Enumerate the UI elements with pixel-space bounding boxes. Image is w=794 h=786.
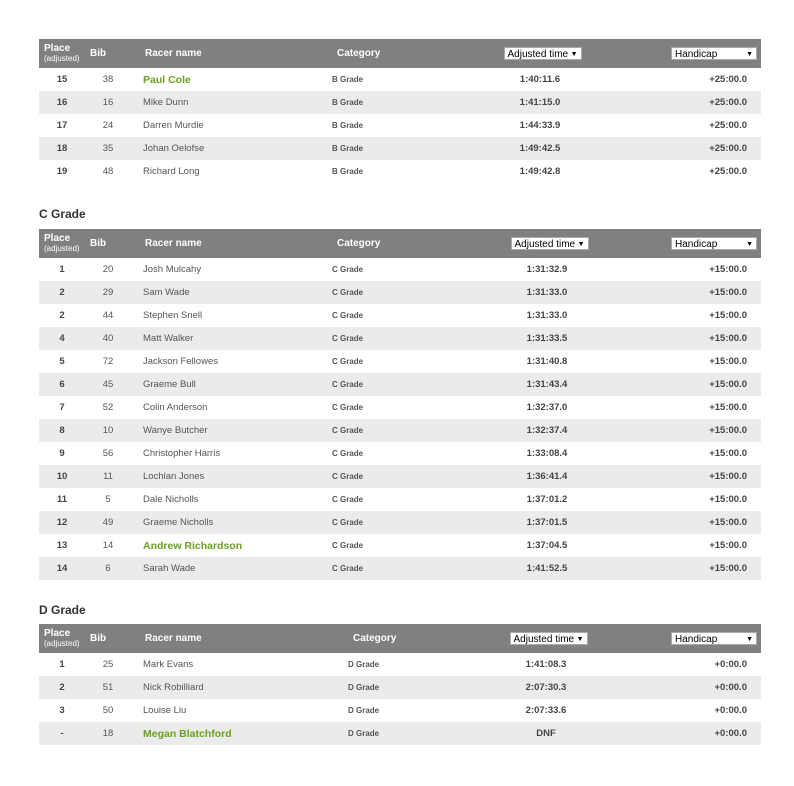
bib-cell: 5 (85, 488, 137, 511)
category-cell: C Grade (332, 281, 467, 304)
category-cell: B Grade (332, 137, 454, 160)
category-cell: B Grade (332, 160, 454, 183)
header-place[interactable] (39, 229, 85, 258)
handicap-cell: +0:00.0 (624, 653, 761, 676)
category-cell: C Grade (332, 258, 467, 281)
place-cell: 18 (39, 137, 85, 160)
racer-name-cell: Mark Evans (137, 653, 348, 676)
racer-name-cell: Darren Murdie (137, 114, 332, 137)
handicap-cell: +0:00.0 (624, 699, 761, 722)
handicap-cell: +15:00.0 (627, 511, 761, 534)
category-cell: D Grade (348, 722, 468, 745)
handicap-cell: +25:00.0 (626, 68, 761, 91)
header-category[interactable]: Category (337, 237, 381, 249)
bib-cell: 45 (85, 373, 137, 396)
handicap-cell: +25:00.0 (626, 91, 761, 114)
time-cell: 1:37:01.2 (467, 488, 627, 511)
handicap-cell: +15:00.0 (627, 442, 761, 465)
handicap-cell: +0:00.0 (624, 722, 761, 745)
table-header (39, 624, 761, 653)
table-row (39, 396, 761, 419)
place-cell: 14 (39, 557, 85, 580)
handicap-cell: +15:00.0 (627, 304, 761, 327)
time-mode-select-value: Adjusted time (507, 49, 569, 60)
time-cell: 1:31:43.4 (467, 373, 627, 396)
handicap-cell: +15:00.0 (627, 281, 761, 304)
racer-name-cell[interactable]: Paul Cole (137, 68, 332, 91)
time-cell: 1:31:40.8 (467, 350, 627, 373)
racer-name-cell: Graeme Nicholls (137, 511, 332, 534)
time-mode-select-value: Adjusted time (514, 239, 576, 250)
racer-name-cell: Dale Nicholls (137, 488, 332, 511)
dropdown-arrow-icon: ▼ (746, 636, 753, 643)
time-cell: DNF (468, 722, 624, 745)
handicap-cell: +15:00.0 (627, 258, 761, 281)
header-racer-name[interactable]: Racer name (145, 237, 202, 249)
racer-name-cell: Colin Anderson (137, 396, 332, 419)
category-cell: D Grade (348, 676, 468, 699)
header-place-sublabel: (adjusted) (44, 639, 80, 648)
category-cell: C Grade (332, 396, 467, 419)
place-cell: - (39, 722, 85, 745)
place-cell: 2 (39, 281, 85, 304)
handicap-select[interactable] (671, 237, 757, 250)
table-header (39, 39, 761, 68)
handicap-select-value: Handicap (675, 239, 718, 250)
table-row (39, 137, 761, 160)
table-row (39, 281, 761, 304)
header-time-column (454, 39, 626, 68)
racer-name-cell: Sarah Wade (137, 557, 332, 580)
category-cell: B Grade (332, 91, 454, 114)
handicap-cell: +15:00.0 (627, 465, 761, 488)
racer-name-cell: Jackson Fellowes (137, 350, 332, 373)
category-cell: C Grade (332, 350, 467, 373)
results-table (39, 39, 761, 183)
bib-cell: 40 (85, 327, 137, 350)
table-row (39, 722, 761, 745)
table-row (39, 91, 761, 114)
header-racer-name[interactable]: Racer name (145, 632, 202, 644)
handicap-select[interactable] (671, 47, 757, 60)
handicap-cell: +15:00.0 (627, 534, 761, 557)
header-time-column (467, 229, 627, 258)
place-cell: 2 (39, 304, 85, 327)
time-mode-select-value: Adjusted time (513, 634, 575, 645)
table-row (39, 676, 761, 699)
time-cell: 1:31:32.9 (467, 258, 627, 281)
racer-name-cell: Richard Long (137, 160, 332, 183)
place-cell: 9 (39, 442, 85, 465)
category-cell: C Grade (332, 557, 467, 580)
place-cell: 16 (39, 91, 85, 114)
results-table (39, 229, 761, 580)
place-cell: 10 (39, 465, 85, 488)
handicap-cell: +15:00.0 (627, 557, 761, 580)
time-cell: 1:31:33.0 (467, 304, 627, 327)
place-cell: 17 (39, 114, 85, 137)
place-cell: 3 (39, 699, 85, 722)
racer-name-cell[interactable]: Andrew Richardson (137, 534, 332, 557)
category-cell: B Grade (332, 68, 454, 91)
header-bib[interactable]: Bib (90, 47, 107, 59)
bib-cell: 6 (85, 557, 137, 580)
bib-cell: 24 (85, 114, 137, 137)
handicap-select[interactable] (671, 632, 757, 645)
time-cell: 1:32:37.0 (467, 396, 627, 419)
place-cell: 12 (39, 511, 85, 534)
header-handicap-column (627, 229, 761, 258)
dropdown-arrow-icon: ▼ (576, 636, 584, 643)
place-cell: 4 (39, 327, 85, 350)
category-cell: C Grade (332, 373, 467, 396)
time-mode-select[interactable] (510, 632, 588, 645)
header-place-label: Place (44, 233, 71, 244)
header-category[interactable]: Category (337, 47, 381, 59)
b-grade-section (39, 39, 761, 183)
category-cell: C Grade (332, 488, 467, 511)
results-table (39, 624, 761, 745)
racer-name-cell: Nick Robilliard (137, 676, 348, 699)
racer-name-cell[interactable]: Megan Blatchford (137, 722, 348, 745)
time-cell: 1:41:52.5 (467, 557, 627, 580)
table-row (39, 350, 761, 373)
c-grade-title: C Grade (39, 207, 86, 221)
category-cell: D Grade (348, 653, 468, 676)
table-row (39, 465, 761, 488)
handicap-cell: +15:00.0 (627, 373, 761, 396)
table-row (39, 511, 761, 534)
time-cell: 1:49:42.8 (454, 160, 626, 183)
handicap-cell: +15:00.0 (627, 396, 761, 419)
bib-cell: 38 (85, 68, 137, 91)
time-cell: 1:37:04.5 (467, 534, 627, 557)
category-cell: C Grade (332, 419, 467, 442)
racer-name-cell: Stephen Snell (137, 304, 332, 327)
place-cell: 6 (39, 373, 85, 396)
racer-name-cell: Christopher Harris (137, 442, 332, 465)
place-cell: 1 (39, 258, 85, 281)
time-mode-select[interactable] (511, 237, 589, 250)
category-cell: C Grade (332, 534, 467, 557)
handicap-cell: +15:00.0 (627, 327, 761, 350)
category-cell: C Grade (332, 327, 467, 350)
dropdown-arrow-icon: ▼ (746, 241, 753, 248)
handicap-cell: +25:00.0 (626, 160, 761, 183)
racer-name-cell: Mike Dunn (137, 91, 332, 114)
header-time-column (468, 624, 624, 653)
time-cell: 1:44:33.9 (454, 114, 626, 137)
racer-name-cell: Louise Liu (137, 699, 348, 722)
bib-cell: 52 (85, 396, 137, 419)
time-cell: 2:07:30.3 (468, 676, 624, 699)
bib-cell: 20 (85, 258, 137, 281)
racer-name-cell: Josh Mulcahy (137, 258, 332, 281)
bib-cell: 10 (85, 419, 137, 442)
handicap-cell: +15:00.0 (627, 350, 761, 373)
header-place-sublabel: (adjusted) (44, 244, 80, 253)
header-handicap-column (626, 39, 761, 68)
category-cell: C Grade (332, 304, 467, 327)
place-cell: 11 (39, 488, 85, 511)
time-cell: 1:31:33.5 (467, 327, 627, 350)
handicap-cell: +25:00.0 (626, 114, 761, 137)
time-cell: 1:33:08.4 (467, 442, 627, 465)
header-place-sublabel: (adjusted) (44, 54, 80, 63)
bib-cell: 14 (85, 534, 137, 557)
category-cell: D Grade (348, 699, 468, 722)
time-cell: 1:32:37.4 (467, 419, 627, 442)
handicap-cell: +15:00.0 (627, 488, 761, 511)
header-racer-name[interactable]: Racer name (145, 47, 202, 59)
bib-cell: 18 (85, 722, 137, 745)
table-row (39, 699, 761, 722)
table-row (39, 258, 761, 281)
table-row (39, 160, 761, 183)
racer-name-cell: Lochlan Jones (137, 465, 332, 488)
time-cell: 1:41:08.3 (468, 653, 624, 676)
bib-cell: 44 (85, 304, 137, 327)
racer-name-cell: Matt Walker (137, 327, 332, 350)
place-cell: 19 (39, 160, 85, 183)
header-place-label: Place (44, 628, 71, 639)
table-row (39, 488, 761, 511)
d-grade-section (39, 624, 761, 745)
table-row (39, 534, 761, 557)
dropdown-arrow-icon: ▼ (570, 51, 578, 58)
header-bib[interactable]: Bib (90, 632, 107, 644)
time-cell: 1:31:33.0 (467, 281, 627, 304)
place-cell: 2 (39, 676, 85, 699)
time-cell: 2:07:33.6 (468, 699, 624, 722)
place-cell: 5 (39, 350, 85, 373)
table-row (39, 653, 761, 676)
category-cell: B Grade (332, 114, 454, 137)
racer-name-cell: Sam Wade (137, 281, 332, 304)
racer-name-cell: Johan Oelofse (137, 137, 332, 160)
table-row (39, 114, 761, 137)
bib-cell: 11 (85, 465, 137, 488)
place-cell: 1 (39, 653, 85, 676)
handicap-select-value: Handicap (675, 634, 718, 645)
place-cell: 8 (39, 419, 85, 442)
bib-cell: 48 (85, 160, 137, 183)
time-cell: 1:36:41.4 (467, 465, 627, 488)
time-mode-select[interactable] (504, 47, 582, 60)
header-place-label: Place (44, 43, 71, 54)
table-header (39, 229, 761, 258)
table-row (39, 68, 761, 91)
table-row (39, 304, 761, 327)
place-cell: 7 (39, 396, 85, 419)
table-row (39, 327, 761, 350)
bib-cell: 51 (85, 676, 137, 699)
table-row (39, 419, 761, 442)
table-row (39, 557, 761, 580)
c-grade-section (39, 229, 761, 580)
bib-cell: 49 (85, 511, 137, 534)
time-cell: 1:41:15.0 (454, 91, 626, 114)
dropdown-arrow-icon: ▼ (577, 241, 585, 248)
bib-cell: 29 (85, 281, 137, 304)
place-cell: 15 (39, 68, 85, 91)
time-cell: 1:49:42.5 (454, 137, 626, 160)
time-cell: 1:37:01.5 (467, 511, 627, 534)
bib-cell: 50 (85, 699, 137, 722)
racer-name-cell: Wanye Butcher (137, 419, 332, 442)
handicap-cell: +0:00.0 (624, 676, 761, 699)
racer-name-cell: Graeme Bull (137, 373, 332, 396)
header-handicap-column (624, 624, 761, 653)
category-cell: C Grade (332, 511, 467, 534)
category-cell: C Grade (332, 465, 467, 488)
table-row (39, 442, 761, 465)
bib-cell: 16 (85, 91, 137, 114)
header-place[interactable] (39, 39, 85, 68)
table-row (39, 373, 761, 396)
category-cell: C Grade (332, 442, 467, 465)
dropdown-arrow-icon: ▼ (746, 51, 753, 58)
handicap-select-value: Handicap (675, 49, 718, 60)
bib-cell: 25 (85, 653, 137, 676)
bib-cell: 56 (85, 442, 137, 465)
d-grade-title: D Grade (39, 603, 86, 617)
handicap-cell: +15:00.0 (627, 419, 761, 442)
handicap-cell: +25:00.0 (626, 137, 761, 160)
place-cell: 13 (39, 534, 85, 557)
header-category[interactable]: Category (353, 632, 397, 644)
time-cell: 1:40:11.6 (454, 68, 626, 91)
header-place[interactable] (39, 624, 85, 653)
header-bib[interactable]: Bib (90, 237, 107, 249)
bib-cell: 72 (85, 350, 137, 373)
bib-cell: 35 (85, 137, 137, 160)
